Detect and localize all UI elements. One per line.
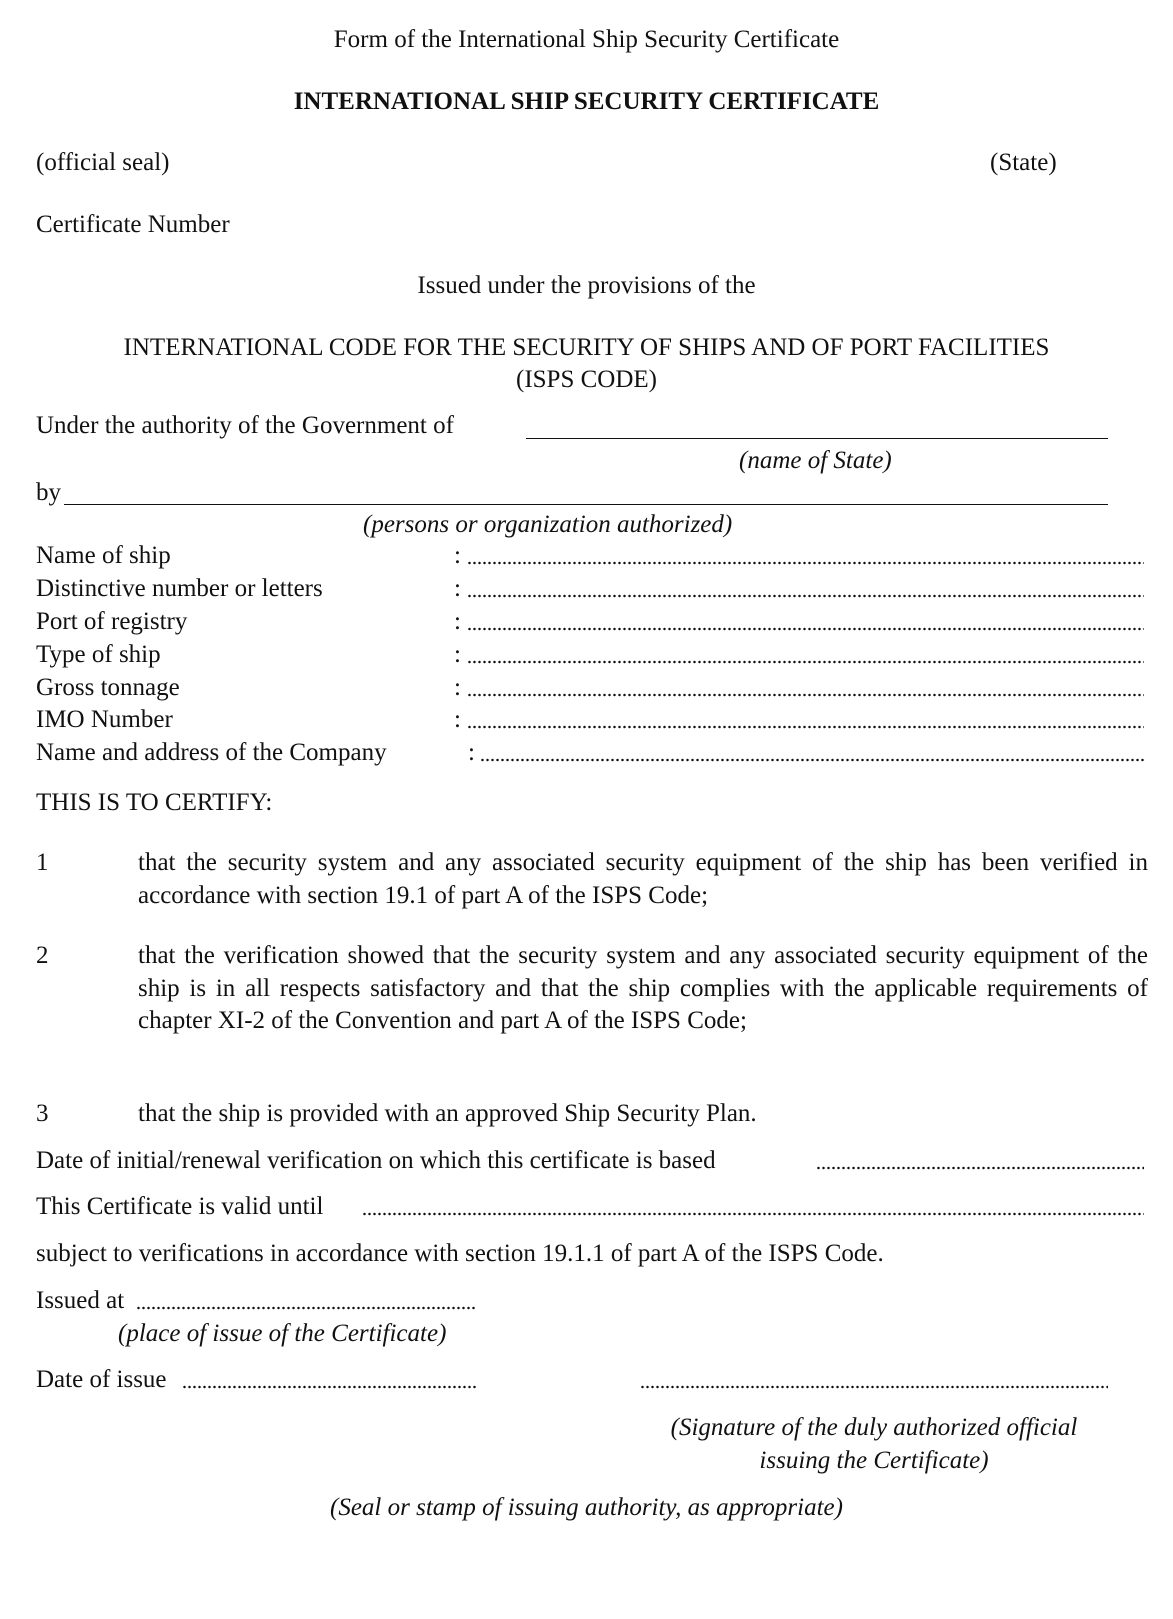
field-imo-number[interactable] [36,704,1144,737]
certify-item-number: 1 [36,849,49,876]
field-colon: : [454,575,461,602]
valid-until-dotted-line[interactable] [362,1211,1144,1217]
field-port-of-registry[interactable] [36,606,1144,639]
state-label: (State) [990,149,1057,176]
issued-at-label: Issued at [36,1287,125,1314]
valid-until-label: This Certificate is valid until [36,1193,324,1220]
by-label: by [36,479,61,506]
certify-item-text: that the security system and any associated security equipment of the ship has been verified in accordance with section 19.1 of part A of the ISPS Code; [138,849,1148,909]
date-of-issue-dotted-line[interactable] [182,1384,476,1390]
field-colon: : [454,542,461,569]
field-dotted-line[interactable] [467,560,1144,566]
certify-heading: THIS IS TO CERTIFY: [36,789,273,816]
state-name-line[interactable] [526,438,1108,439]
form-title: Form of the International Ship Security Certificate [333,26,840,53]
certify-item-number: 2 [36,942,49,969]
field-colon: : [454,608,461,635]
field-dotted-line[interactable] [467,659,1144,665]
certify-item-text: that the ship is provided with an approved Ship Security Plan. [138,1100,757,1127]
field-label: Name of ship [36,542,171,569]
authority-label: Under the authority of the Government of [36,412,454,439]
persons-caption: (persons or organization authorized) [363,511,733,538]
issued-at-dotted-line[interactable] [136,1305,476,1311]
field-label: Port of registry [36,608,188,635]
field-dotted-line[interactable] [467,626,1144,632]
authorized-org-line[interactable] [64,504,1108,505]
field-dotted-line[interactable] [467,692,1144,698]
field-type-of-ship[interactable] [36,639,1144,672]
valid-until-field[interactable] [36,1191,1144,1224]
signature-caption-line1: (Signature of the duly authorized official [670,1414,1078,1441]
verification-date-dotted-line[interactable] [816,1165,1144,1171]
field-distinctive-number[interactable] [36,573,1144,606]
field-dotted-line[interactable] [480,757,1144,763]
field-label: Name and address of the Company [36,739,387,766]
field-gross-tonnage[interactable] [36,672,1144,705]
field-company[interactable] [36,737,1144,770]
issued-at-field[interactable] [36,1285,476,1318]
signature-caption-line2: issuing the Certificate) [759,1447,989,1474]
date-of-issue-field[interactable] [36,1364,476,1397]
field-label: Type of ship [36,641,161,668]
verification-date-field[interactable] [36,1145,1144,1178]
field-dotted-line[interactable] [467,593,1144,599]
code-abbrev: (ISPS CODE) [516,366,657,393]
field-colon: : [454,641,461,668]
issued-under-text: Issued under the provisions of the [417,272,756,299]
field-label: IMO Number [36,706,173,733]
field-dotted-line[interactable] [467,724,1144,730]
field-colon: : [454,706,461,733]
signature-dotted-line[interactable] [640,1384,1108,1390]
verification-date-label: Date of initial/renewal verification on which this certificate is based [36,1147,716,1174]
certify-item-text: that the verification showed that the security system and any associated security equipment of the ship is in all respects satisfactory and that the ship complies with the applicable requirements of chapter XI-2 of the Convention and part A of the ISPS Code; [138,942,1148,1034]
place-of-issue-caption: (place of issue of the Certificate) [118,1320,447,1347]
date-of-issue-label: Date of issue [36,1366,167,1393]
official-seal-label: (official seal) [36,149,170,176]
field-label: Gross tonnage [36,674,180,701]
field-colon: : [468,739,475,766]
field-name-of-ship[interactable] [36,540,1144,573]
certify-item-number: 3 [36,1100,49,1127]
seal-caption: (Seal or stamp of issuing authority, as appropriate) [330,1494,843,1521]
field-label: Distinctive number or letters [36,575,323,602]
subject-to-text: subject to verifications in accordance with section 19.1.1 of part A of the ISPS Code. [36,1240,884,1267]
field-colon: : [454,674,461,701]
certificate-number-label: Certificate Number [36,211,230,238]
certificate-title: INTERNATIONAL SHIP SECURITY CERTIFICATE [293,88,880,115]
code-title: INTERNATIONAL CODE FOR THE SECURITY OF SHIPS AND OF PORT FACILITIES [123,334,1050,361]
name-of-state-caption: (name of State) [739,447,892,474]
